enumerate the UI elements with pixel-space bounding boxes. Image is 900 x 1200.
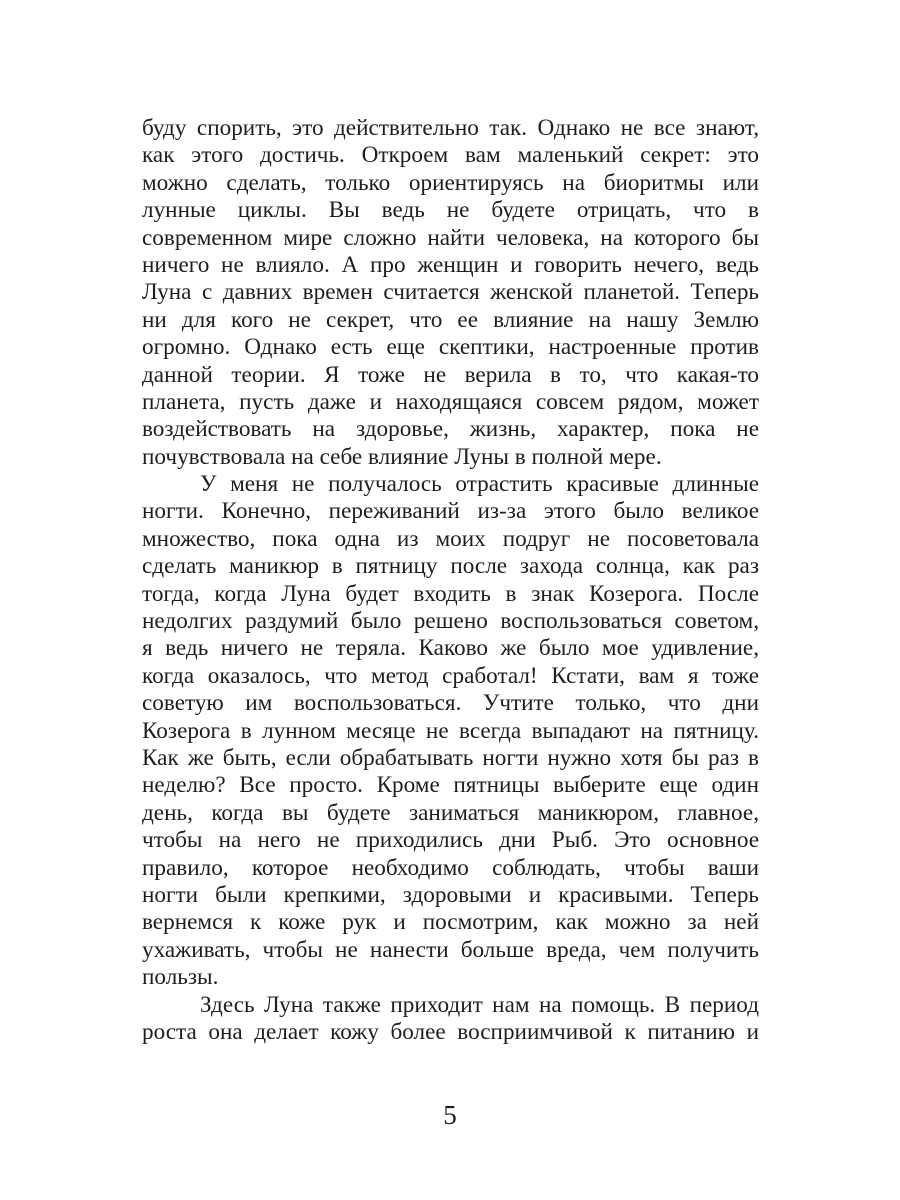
text-line: вернемся к коже рук и посмотрим, как можно за ней [142, 909, 759, 936]
text-line: почувствовала на себе влияние Луны в полной мере. [142, 443, 662, 470]
text-line: тогда, когда Луна будет входить в знак Козерога. После [142, 580, 759, 607]
text-line: планета, пусть даже и находящаяся совсем рядом, может [142, 388, 759, 415]
text-line: У меня не получалось отрастить красивые длинные [200, 471, 759, 498]
text-line: Как же быть, если обрабатывать ногти нужно хотя бы раз в [142, 744, 759, 771]
text-line: когда оказалось, что метод сработал! Кстати, вам я тоже [142, 662, 759, 689]
paragraph [142, 471, 759, 991]
text-line: пользы. [142, 964, 219, 991]
text-line: воздействовать на здоровье, жизнь, характер, пока не [142, 416, 759, 443]
text-line: ухаживать, чтобы не нанести больше вреда, чем получить [142, 936, 759, 963]
text-line: данной теории. Я тоже не верила в то, что какая-то [142, 361, 759, 388]
text-line: Луна с давних времен считается женской планетой. Теперь [142, 279, 759, 306]
text-line: правило, которое необходимо соблюдать, чтобы ваши [142, 854, 759, 881]
text-line: буду спорить, это действительно так. Однако не все знают, [142, 115, 759, 141]
text-line: недолгих раздумий было решено воспользоваться советом, [142, 608, 759, 635]
text-line: роста она делает кожу более восприимчивой к питанию и [142, 1018, 759, 1045]
text-line: современном мире сложно найти человека, на которого бы [142, 224, 759, 251]
text-line: можно сделать, только ориентируясь на биоритмы или [142, 169, 759, 196]
text-line: ничего не влияло. А про женщин и говорить нечего, ведь [142, 251, 759, 278]
paragraph [142, 992, 759, 1047]
page-body-text [142, 115, 759, 1046]
text-line: лунные циклы. Вы ведь не будете отрицать, что в [142, 197, 759, 224]
text-line: ногти были крепкими, здоровыми и красивыми. Теперь [142, 881, 759, 908]
text-line: ни для кого не секрет, что ее влияние на нашу Землю [142, 306, 759, 333]
page-number: 5 [443, 1100, 457, 1130]
text-line: я ведь ничего не теряла. Каково же было мое удивление, [142, 635, 759, 662]
text-line: советую им воспользоваться. Учтите только, что дни [142, 690, 759, 717]
paragraph [142, 115, 759, 471]
text-line: день, когда вы будете заниматься маникюром, главное, [142, 799, 759, 826]
text-line: чтобы на него не приходились дни Рыб. Это основное [142, 827, 759, 854]
text-line: как этого достичь. Откроем вам маленький секрет: это [142, 142, 759, 169]
text-line: сделать маникюр в пятницу после захода солнца, как раз [142, 553, 759, 580]
text-line: огромно. Однако есть еще скептики, настроенные против [142, 334, 759, 361]
text-line: Здесь Луна также приходит нам на помощь. В период [200, 991, 759, 1018]
text-line: Козерога в лунном месяце не всегда выпадают на пятницу. [142, 717, 759, 744]
text-line: неделю? Все просто. Кроме пятницы выберите еще один [142, 772, 759, 799]
text-line: ногти. Конечно, переживаний из-за этого было великое [142, 498, 759, 525]
text-line: множество, пока одна из моих подруг не посоветовала [142, 525, 759, 552]
